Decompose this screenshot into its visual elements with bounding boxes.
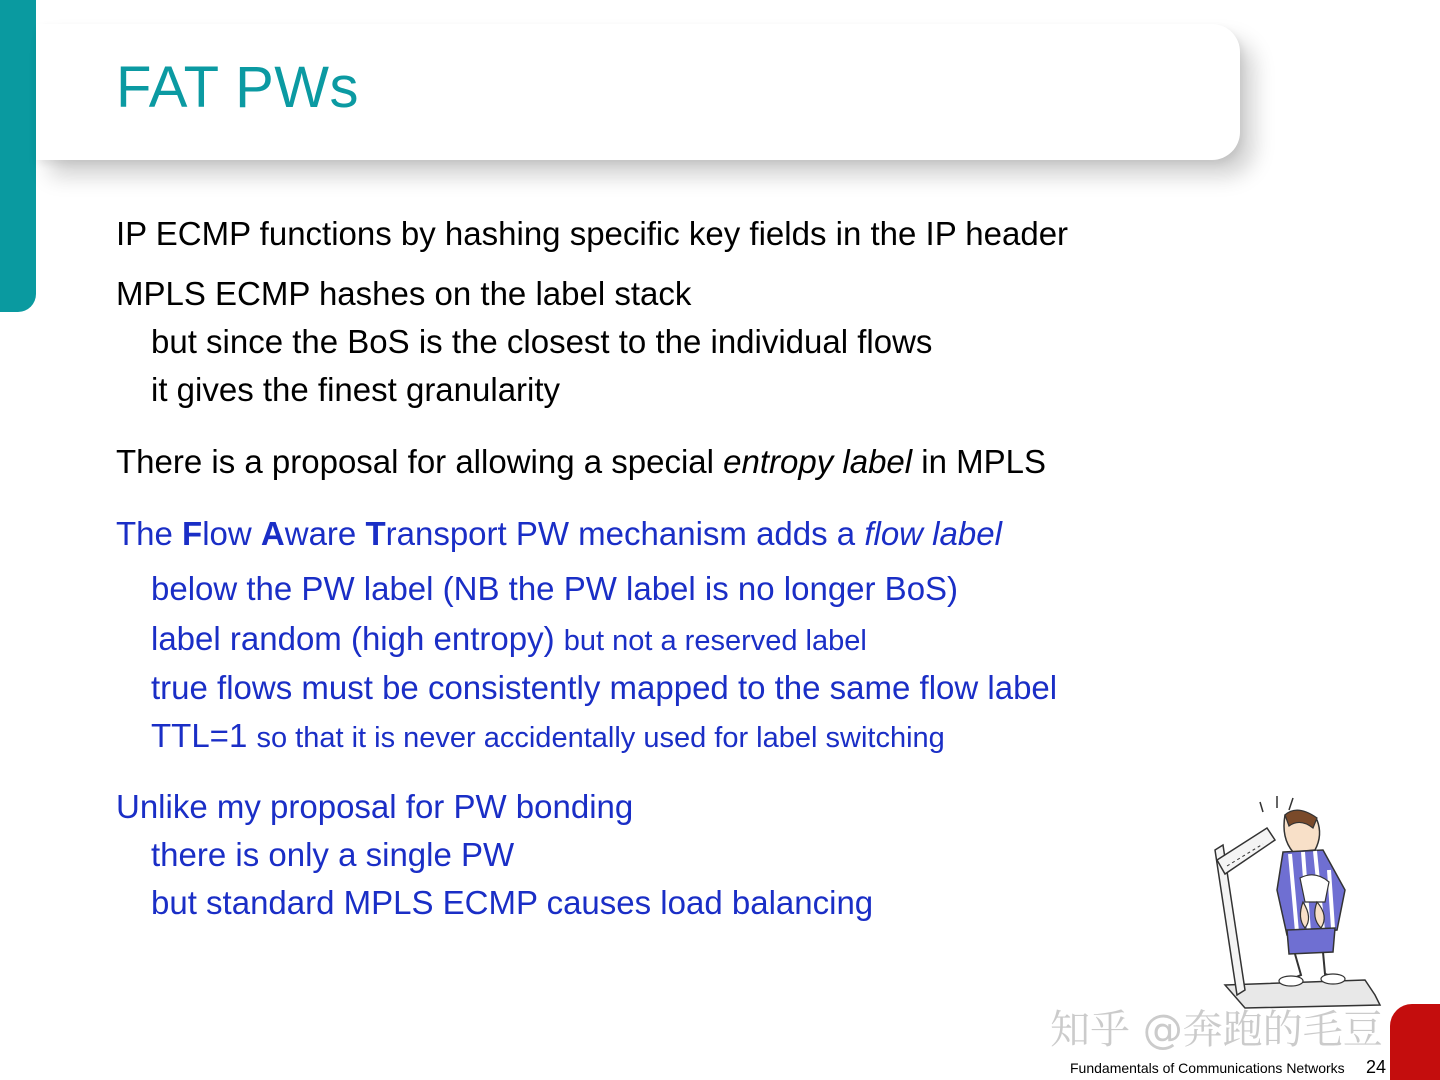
random-main: label random (high entropy) <box>151 620 564 657</box>
fat-p4: ransport PW mechanism adds a <box>385 515 865 552</box>
sub-bullet-single-pw: there is only a single PW <box>151 836 515 873</box>
accent-side-bar <box>0 0 36 312</box>
random-small: but not a reserved label <box>563 625 867 657</box>
fat-p3: ware <box>284 515 366 552</box>
sub-bullet-granularity: it gives the finest granularity <box>151 371 561 408</box>
fat-p2: low <box>202 515 261 552</box>
fat-p1: The <box>116 515 183 552</box>
fat-f: F <box>182 515 203 552</box>
fat-a: A <box>260 515 285 552</box>
bullet-mpls-ecmp: MPLS ECMP hashes on the label stack <box>116 275 692 312</box>
sub-bullet-load-balancing: but standard MPLS ECMP causes load balancing <box>151 884 874 921</box>
corner-accent <box>1390 1004 1440 1080</box>
bullet-entropy-label <box>116 442 1046 482</box>
watermark-text: 知乎 @奔跑的毛豆 <box>1050 1007 1383 1053</box>
sub-bullet-ttl <box>151 716 945 758</box>
ttl-small: so that it is never accidentally used for label switching <box>256 722 945 754</box>
sub-bullet-below-pw: below the PW label (NB the PW label is no longer BoS) <box>151 570 959 607</box>
slide-title: FAT PWs <box>116 55 360 120</box>
sub-bullet-random <box>151 619 867 661</box>
ttl-main: TTL=1 <box>151 717 257 754</box>
entropy-pre: There is a proposal for allowing a special <box>116 443 724 480</box>
fat-t: T <box>365 515 386 552</box>
sub-bullet-bos: but since the BoS is the closest to the individual flows <box>151 323 933 360</box>
sub-bullet-consistent: true flows must be consistently mapped to the same flow label <box>151 669 1058 706</box>
man-on-scale-illustration <box>1205 790 1410 1010</box>
entropy-post: in MPLS <box>912 443 1047 480</box>
entropy-italic: entropy label <box>723 443 913 480</box>
bullet-pw-bonding: Unlike my proposal for PW bonding <box>116 788 634 825</box>
title-banner <box>36 24 1240 160</box>
page-number: 24 <box>1366 1057 1387 1077</box>
fat-italic: flow label <box>864 515 1002 552</box>
footer-course-title: Fundamentals of Communications Networks <box>1070 1060 1345 1076</box>
bullet-fat-pw <box>116 514 1002 554</box>
bullet-ip-ecmp: IP ECMP functions by hashing specific key fields in the IP header <box>116 215 1069 252</box>
